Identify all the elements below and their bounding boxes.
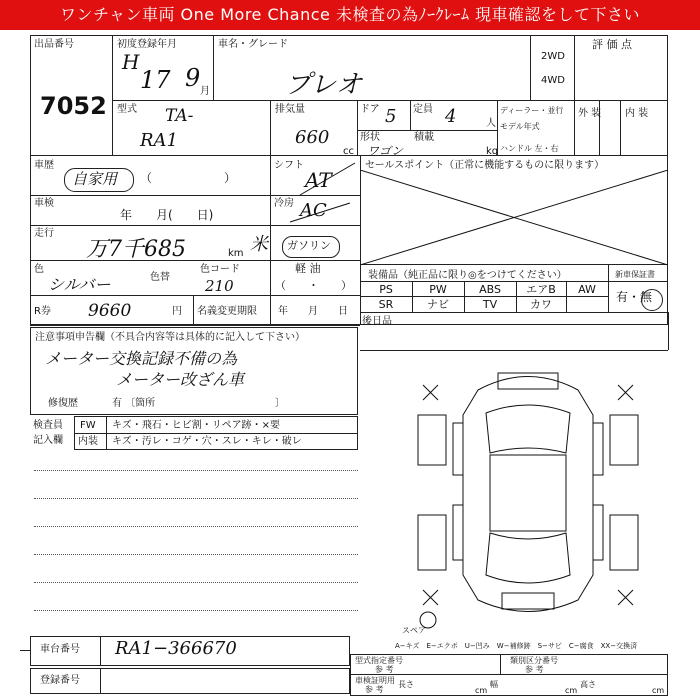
inspector-label-1: 検査員 xyxy=(33,420,63,431)
auction-sheet xyxy=(0,30,700,700)
car-diagram xyxy=(398,355,658,630)
post-items-label: 後日品 xyxy=(362,316,392,327)
displacement-value: 660 xyxy=(295,127,330,148)
registration-year: 17 xyxy=(140,66,171,94)
shaken-value: 年 月( 日) xyxy=(120,208,214,222)
chassis-label: 車台番号 xyxy=(40,644,80,655)
equip-aw: AW xyxy=(578,283,596,296)
equip-sr: SR xyxy=(378,298,394,311)
model-code: RA1 xyxy=(140,130,179,151)
recycle-label: R券 xyxy=(34,306,51,317)
dealer-label: ディーラー・並行 xyxy=(500,106,564,115)
fuel-gasoline: ガソリン xyxy=(287,239,331,252)
displacement-label: 排気量 xyxy=(275,104,305,115)
fuel-paren: （ ・ ） xyxy=(275,279,352,292)
sales-point-label: セールスポイント（正常に機能するものに限ります） xyxy=(365,160,605,171)
mileage-label: 走行 xyxy=(34,228,54,239)
width-label: 幅 xyxy=(490,680,498,689)
inspector-interior: 内装 xyxy=(78,436,98,447)
new-car-warranty-label: 新車保証書 xyxy=(615,270,655,279)
color-change-label: 色替 xyxy=(150,272,170,283)
shift-label: シフト xyxy=(274,160,304,171)
notes-line-2: メーター改ざん車 xyxy=(116,370,245,389)
length-label: 長さ xyxy=(398,680,414,689)
shape-value: ワゴン xyxy=(367,144,404,158)
drive-4wd: 4WD xyxy=(541,75,565,86)
equip-pw: PW xyxy=(429,283,447,296)
car-name: プレオ xyxy=(285,70,362,100)
notes-line-1: メーター交換記録不備の為 xyxy=(45,349,238,368)
interior-label: 内 装 xyxy=(625,108,649,119)
equip-navi: ナビ xyxy=(427,298,449,311)
shift-ac-strike xyxy=(270,155,360,225)
equipment-label: 装備品（純正品に限り◎をつけてください） xyxy=(368,270,567,281)
drive-2wd: 2WD xyxy=(541,51,565,62)
shape-label: 形状 xyxy=(360,132,380,143)
shift-value: AT xyxy=(305,168,332,192)
inspector-fw: FW xyxy=(80,420,96,431)
spare-label: スペア xyxy=(402,626,426,635)
history-paren: （ ） xyxy=(140,171,237,185)
door-value: 5 xyxy=(385,106,397,127)
inspector-label-2: 記入欄 xyxy=(33,435,63,446)
length-unit: cm xyxy=(475,686,488,695)
ac-value: AC xyxy=(300,200,327,221)
equip-ps: PS xyxy=(379,283,393,296)
warranty-none-circle xyxy=(641,289,663,311)
recycle-unit: 円 xyxy=(172,306,182,317)
meigi-label: 名義変更期限 xyxy=(197,306,257,317)
cert-label: 車検証明用 xyxy=(355,676,395,685)
shaken-label: 車検 xyxy=(34,198,54,209)
lot-number-label: 出品番号 xyxy=(34,39,74,50)
equip-abs: ABS xyxy=(479,283,501,296)
equip-airbag: エアB xyxy=(526,283,556,296)
chassis-value: RA1−366670 xyxy=(115,638,237,659)
inspector-fw-text: キズ・飛石・ヒビ割・リペア跡・×要 xyxy=(112,420,280,431)
type-ref-label: 参 考 xyxy=(375,665,394,674)
model-label: 型式 xyxy=(117,104,137,115)
mileage-unit: km xyxy=(228,248,244,259)
color-code-label: 色コード xyxy=(200,264,240,275)
cert-ref-label: 参 考 xyxy=(365,685,384,694)
color-value: シルバー xyxy=(48,275,111,294)
color-code-value: 210 xyxy=(205,277,234,295)
repair-history-value: 有 〔箇所 〕 xyxy=(112,398,286,409)
car-name-label: 車名・グレード xyxy=(218,39,288,50)
first-registration-label: 初度登録年月 xyxy=(117,39,177,50)
damage-legend: A−キズ E−エクボ U−凹み W−補修跡 S−サビ C−腐食 XX−交換済 xyxy=(395,642,638,650)
model-year-label: モデル年式 xyxy=(500,122,540,131)
door-label: ドア xyxy=(360,104,380,115)
history-label: 車歴 xyxy=(34,160,54,171)
lot-number: 7052 xyxy=(40,92,107,120)
new-car-warranty-value: 有・無 xyxy=(616,290,653,304)
registration-label: 登録番号 xyxy=(40,675,80,686)
capacity-value: 4 xyxy=(445,106,457,127)
mileage-value: 万7千685 xyxy=(86,237,186,262)
month-unit: 月 xyxy=(200,86,210,97)
sales-point-cross xyxy=(360,170,668,265)
capacity-label: 定員 xyxy=(413,104,433,115)
history-value: 自家用 xyxy=(72,170,118,188)
fuel-diesel: 軽 油 xyxy=(295,262,321,275)
equip-leather: カワ xyxy=(530,298,552,311)
model-prefix: TA- xyxy=(165,106,194,126)
inspector-int-text: キズ・汚レ・コゲ・穴・スレ・キレ・破レ xyxy=(112,436,302,447)
ac-label: 冷房 xyxy=(274,198,294,209)
width-unit: cm xyxy=(565,686,578,695)
recycle-value: 9660 xyxy=(88,301,132,321)
meigi-value: 年 月 日 xyxy=(278,306,348,317)
registration-month: 9 xyxy=(185,64,201,92)
height-unit: cm xyxy=(652,686,665,695)
handle-label: ハンドル 左・右 xyxy=(500,144,559,153)
warning-banner: ワンチャン車両 One More Chance 未検査の為ﾉｰｸﾚｰﾑ 現車確認をして下さい xyxy=(0,0,700,30)
load-label: 積載 xyxy=(414,132,434,143)
height-label: 高さ xyxy=(580,680,596,689)
equip-tv: TV xyxy=(482,298,498,311)
color-label: 色 xyxy=(34,264,44,275)
mileage-mark: 米 xyxy=(250,234,268,255)
class-ref-label: 参 考 xyxy=(525,665,544,674)
evaluation-label: 評 価 点 xyxy=(592,38,632,51)
load-unit: kg xyxy=(486,146,499,157)
era: H xyxy=(122,50,140,74)
capacity-unit: 人 xyxy=(486,118,496,129)
type-designation-label: 型式指定番号 xyxy=(355,656,403,665)
exterior-label: 外 装 xyxy=(578,108,602,119)
repair-history-label: 修復歴 xyxy=(48,398,78,409)
notes-label: 注意事項申告欄（不具合内容等は具体的に記入して下さい） xyxy=(35,332,305,343)
class-label: 類別区分番号 xyxy=(510,656,558,665)
displacement-unit: cc xyxy=(343,146,354,157)
